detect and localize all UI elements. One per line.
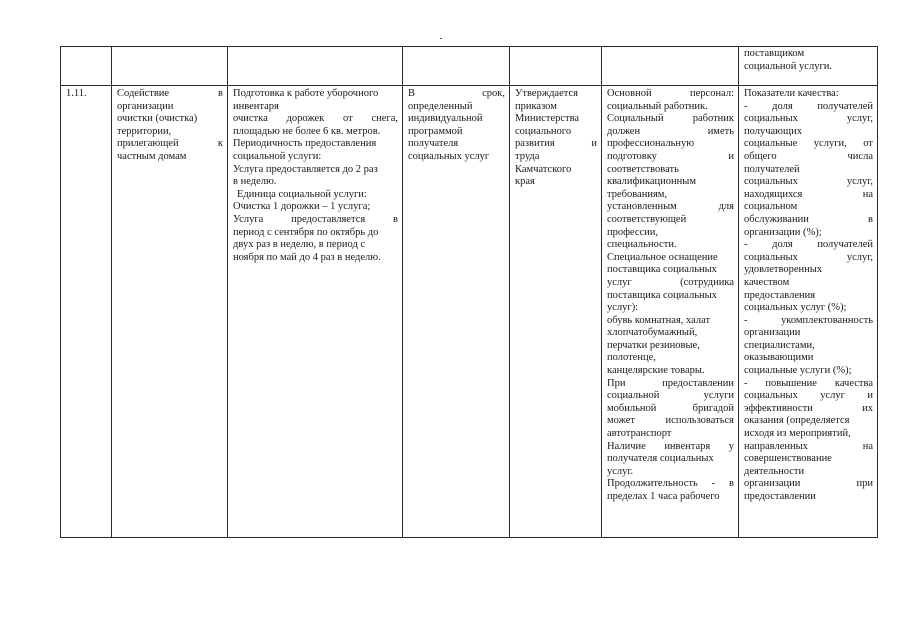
cell-text-line: исходя из мероприятий,: [744, 428, 851, 440]
cell-text-line: поставщиком: [744, 48, 805, 59]
cell-text-line: поставщика социальных: [607, 264, 717, 276]
cell-service-tariff: [510, 86, 602, 538]
cell-text-line: Очистка 1 дорожки – 1 услуга;: [233, 201, 371, 213]
cell-text-line: Показатели качества:: [744, 88, 839, 99]
cell-text-line: социальном: [744, 201, 798, 213]
cell-text-line: услуг.: [607, 465, 634, 477]
cell-text-line: направленных на: [744, 440, 873, 452]
cell-service-description: [228, 86, 403, 538]
cell-text-line: Услуга предоставляется до 2 раз: [233, 163, 378, 175]
cell-text-line: - доля получателей: [744, 100, 873, 112]
cell-text-line: организации (%);: [744, 226, 822, 238]
table-row-continuation: [61, 47, 878, 86]
cell-text-line: профессии,: [607, 226, 659, 238]
cell-text-line: индивидуальной: [408, 113, 483, 125]
cell-text-line: Социальный работник: [607, 113, 734, 125]
cell-text-line: В срок,: [408, 88, 505, 99]
cell-text-line: Утверждается: [515, 88, 578, 99]
cell-text-line: оказывающими: [744, 352, 814, 364]
cell-text-line: предоставления: [744, 289, 816, 301]
cell-text-line: территории,: [117, 125, 172, 137]
table-row: [61, 86, 878, 538]
cell-text-line: Единица социальной услуги:: [237, 188, 367, 200]
cell-text-line: организации: [117, 100, 174, 112]
cell-text-line: поставщика социальных: [607, 289, 717, 301]
cell-text-line: развития и: [515, 138, 597, 150]
cell-text-line: деятельности: [744, 465, 805, 477]
cell-text-line: социального: [515, 125, 572, 137]
cell-text-line: услуг):: [607, 302, 639, 314]
cell-text-line: совершенствование: [744, 453, 832, 465]
cell-empty: [510, 47, 602, 86]
cell-text-line: социальных услуг и: [744, 390, 873, 402]
cell-text-line: может использоваться: [607, 415, 734, 427]
cell-text-line: двух раз в неделю, в период с: [233, 239, 366, 251]
cell-text-line: определенный: [408, 100, 473, 112]
cell-empty: [61, 47, 112, 86]
cell-text-line: социальной услуги.: [744, 60, 832, 72]
cell-text-line: частным домам: [117, 150, 187, 162]
cell-empty: [112, 47, 228, 86]
cell-text-line: социальных услуг,: [744, 251, 873, 263]
cell-text-line: качеством: [744, 276, 790, 288]
cell-text-line: общего числа: [744, 150, 873, 162]
cell-text-line: социальных услуг,: [744, 176, 873, 188]
cell-text-line: социальной услуги:: [233, 150, 322, 162]
cell-text-line: специальности.: [607, 239, 677, 251]
scan-speck: [440, 38, 442, 39]
cell-text-line: - доля получателей: [744, 239, 873, 251]
cell-text-line: социальный работник.: [607, 100, 708, 112]
cell-text-line: очистки (очистка): [117, 113, 198, 125]
cell-number: [61, 86, 112, 538]
cell-text-line: мобильной бригадой: [607, 402, 734, 414]
cell-text-line: края: [515, 176, 535, 188]
cell-text-line: получателей: [744, 163, 800, 175]
cell-text-line: получающих: [744, 125, 802, 137]
row-number: 1.11.: [66, 88, 87, 99]
cell-text-line: удовлетворенных: [744, 264, 823, 276]
cell-text-line: площадью не более 6 кв. метров.: [233, 125, 381, 137]
cell-text-line: предоставлении: [744, 491, 816, 502]
cell-text-line: хлопчатобумажный,: [607, 327, 698, 339]
cell-text-line: автотранспорт: [607, 428, 672, 440]
cell-service-name: [112, 86, 228, 538]
cell-text-line: очистка дорожек от снега,: [233, 113, 398, 125]
cell-text-line: Наличие инвентаря у: [607, 440, 734, 452]
cell-quality-indicators: [739, 86, 878, 538]
cell-text-line: обувь комнатная, халат: [607, 314, 711, 326]
cell-text-line: соответствовать: [607, 163, 679, 175]
cell-text-line: должен иметь: [607, 125, 734, 137]
cell-text-line: профессиональную: [607, 138, 695, 150]
services-table: [60, 46, 878, 538]
cell-text-line: получателя социальных: [607, 453, 714, 465]
cell-text-line: эффективности их: [744, 402, 873, 414]
cell-text-line: Услуга предоставляется в: [233, 213, 398, 225]
cell-text-line: инвентаря: [233, 100, 279, 112]
cell-text-line: Содействие в: [117, 88, 223, 99]
cell-text-line: Основной персонал:: [607, 88, 734, 99]
cell-text-line: находящихся на: [744, 188, 873, 200]
cell-text-line: организации: [744, 327, 801, 339]
cell-text-line: Продолжительность - в: [607, 478, 734, 490]
cell-text-line: подготовку и: [607, 150, 734, 162]
cell-text-line: организации при: [744, 478, 873, 490]
cell-text-line: Подготовка к работе уборочного: [233, 88, 379, 99]
cell-text-line: - повышение качества: [744, 377, 873, 389]
cell-text-line: оказания (определяется: [744, 415, 850, 427]
cell-service-conditions: [602, 86, 739, 538]
cell-text-line: Периодичность предоставления: [233, 138, 377, 150]
cell-text-line: ноября по май до 4 раз в неделю.: [233, 251, 381, 263]
cell-service-term: [403, 86, 510, 538]
cell-text-line: Камчатского: [515, 163, 572, 175]
cell-text-line: социальные услуги, от: [744, 138, 873, 150]
cell-text-line: получателя: [408, 138, 459, 150]
cell-text-line: социальных услуг,: [744, 113, 873, 125]
cell-empty: [403, 47, 510, 86]
cell-text-line: социальной услуги: [607, 390, 734, 402]
cell-text-line: в неделю.: [233, 176, 277, 188]
cell-text-line: услуг (сотрудника: [607, 276, 734, 288]
cell-text-line: При предоставлении: [607, 377, 734, 389]
cell-text-line: Специальное оснащение: [607, 251, 718, 263]
cell-text-line: специалистами,: [744, 339, 815, 351]
cell-text-line: обслуживании в: [744, 213, 873, 225]
cell-text-line: пределах 1 часа рабочего: [607, 491, 720, 502]
cell-text-line: установленным для: [607, 201, 734, 213]
cell-text-line: труда: [515, 150, 540, 162]
cell-text-line: программой: [408, 125, 463, 137]
cell-text-line: социальных услуг: [408, 150, 490, 162]
cell-text-line: перчатки резиновые,: [607, 339, 700, 351]
cell-text-line: соответствующей: [607, 213, 687, 225]
cell-empty: [602, 47, 739, 86]
cell-text-line: социальных услуг (%);: [744, 302, 847, 314]
cell-text-line: период с сентября по октябрь до: [233, 226, 379, 238]
cell-text-line: прилегающей к: [117, 138, 223, 150]
cell-text-line: квалификационным: [607, 176, 696, 188]
cell-text-line: требованиям,: [607, 188, 668, 200]
cell-empty: [228, 47, 403, 86]
cell-text-line: полотенце,: [607, 352, 656, 364]
cell-quality-continued: [739, 47, 878, 86]
cell-text-line: канцелярские товары.: [607, 365, 705, 377]
cell-text-line: - укомплектованность: [744, 314, 873, 326]
cell-text-line: Министерства: [515, 113, 580, 125]
cell-text-line: приказом: [515, 100, 557, 112]
cell-text-line: социальные услуги (%);: [744, 365, 852, 377]
